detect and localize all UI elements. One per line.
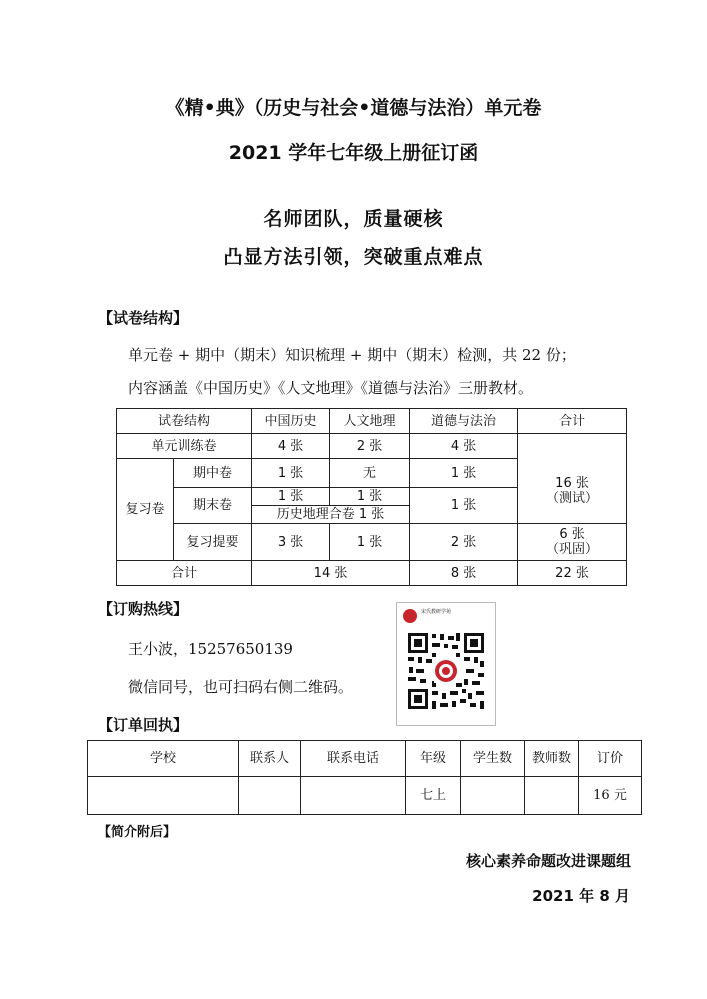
header-cell-history: 中国历史 <box>252 409 330 434</box>
order-students-field[interactable] <box>461 777 525 815</box>
brand-logo-icon <box>403 609 417 623</box>
table-row <box>117 459 627 488</box>
total-row-history-geography: 14 张 <box>252 561 410 586</box>
unit-row-ethics: 4 张 <box>410 434 518 459</box>
final-ethics: 1 张 <box>410 488 518 524</box>
hotline-contact: 王小波，15257650139 <box>128 640 293 658</box>
structure-heading: 【试卷结构】 <box>98 309 189 327</box>
order-header-price: 订价 <box>579 741 642 777</box>
structure-table <box>116 408 627 586</box>
order-heading: 【订单回执】 <box>98 716 189 734</box>
page-title-line2: 2021 学年七年级上册征订函 <box>228 142 479 164</box>
order-table <box>87 740 642 815</box>
order-header-teachers: 教师数 <box>525 741 579 777</box>
summary-history: 3 张 <box>252 524 330 561</box>
table-row <box>88 741 642 777</box>
table-row <box>117 409 627 434</box>
review-group-label: 复习卷 <box>117 459 174 561</box>
structure-paragraph-2: 内容涵盖《中国历史》《人文地理》《道德与法治》三册教材。 <box>128 379 534 397</box>
header-cell-geography: 人文地理 <box>330 409 410 434</box>
summary-label: 复习提要 <box>174 524 252 561</box>
page-title-line1: 《精•典》（历史与社会•道德与法治）单元卷 <box>165 97 542 119</box>
order-header-phone: 联系电话 <box>301 741 406 777</box>
order-price-value: 16 元 <box>579 777 642 815</box>
final-label: 期末卷 <box>174 488 252 524</box>
order-grade-value: 七上 <box>406 777 461 815</box>
hotline-heading: 【订购热线】 <box>98 600 189 618</box>
test-total-cell <box>518 459 627 524</box>
consolidate-total-cell <box>518 524 627 561</box>
total-row-ethics: 8 张 <box>410 561 518 586</box>
unit-row-label: 单元训练卷 <box>117 434 252 459</box>
final-combined: 历史地理合卷 1 张 <box>252 506 410 524</box>
qr-code-icon <box>406 631 486 711</box>
unit-row-total <box>518 434 627 459</box>
table-row <box>117 434 627 459</box>
total-row-label: 合计 <box>117 561 252 586</box>
footer-date: 2021 年 8 月 <box>532 887 630 905</box>
order-header-contact: 联系人 <box>239 741 301 777</box>
midterm-geography: 无 <box>330 459 410 488</box>
hotline-wechat-note: 微信同号，也可扫码右侧二维码。 <box>128 678 354 696</box>
order-school-field[interactable] <box>88 777 239 815</box>
final-history: 1 张 <box>252 488 330 506</box>
test-total-note: （测试） <box>546 490 599 506</box>
qr-title: 宋氏教研学苑 <box>421 609 452 615</box>
test-total-value: 16 张 <box>555 475 589 491</box>
summary-geography: 1 张 <box>330 524 410 561</box>
unit-row-history: 4 张 <box>252 434 330 459</box>
header-cell-total: 合计 <box>518 409 627 434</box>
order-header-school: 学校 <box>88 741 239 777</box>
header-cell-structure: 试卷结构 <box>117 409 252 434</box>
midterm-label: 期中卷 <box>174 459 252 488</box>
order-contact-field[interactable] <box>239 777 301 815</box>
midterm-history: 1 张 <box>252 459 330 488</box>
table-row <box>88 777 642 815</box>
footer-organization: 核心素养命题改进课题组 <box>465 852 631 870</box>
intro-heading: 【简介附后】 <box>98 825 177 840</box>
order-teachers-field[interactable] <box>525 777 579 815</box>
order-header-grade: 年级 <box>406 741 461 777</box>
table-row <box>117 561 627 586</box>
consolidate-total-note: （巩固） <box>546 542 599 557</box>
summary-ethics: 2 张 <box>410 524 518 561</box>
final-geography: 1 张 <box>330 488 410 506</box>
header-cell-ethics: 道德与法治 <box>410 409 518 434</box>
order-header-students: 学生数 <box>461 741 525 777</box>
table-row <box>117 524 627 560</box>
slogan-line1: 名师团队，质量硬核 <box>263 208 444 230</box>
structure-paragraph-1: 单元卷 + 期中（期末）知识梳理 + 期中（期末）检测，共 22 份； <box>128 346 576 364</box>
consolidate-total-value: 6 张 <box>559 527 585 542</box>
total-row-total: 22 张 <box>518 561 627 586</box>
slogan-line2: 凸显方法引领，突破重点难点 <box>223 246 484 268</box>
qr-code-card[interactable] <box>396 602 496 726</box>
unit-row-geography: 2 张 <box>330 434 410 459</box>
midterm-ethics: 1 张 <box>410 459 518 488</box>
order-phone-field[interactable] <box>301 777 406 815</box>
